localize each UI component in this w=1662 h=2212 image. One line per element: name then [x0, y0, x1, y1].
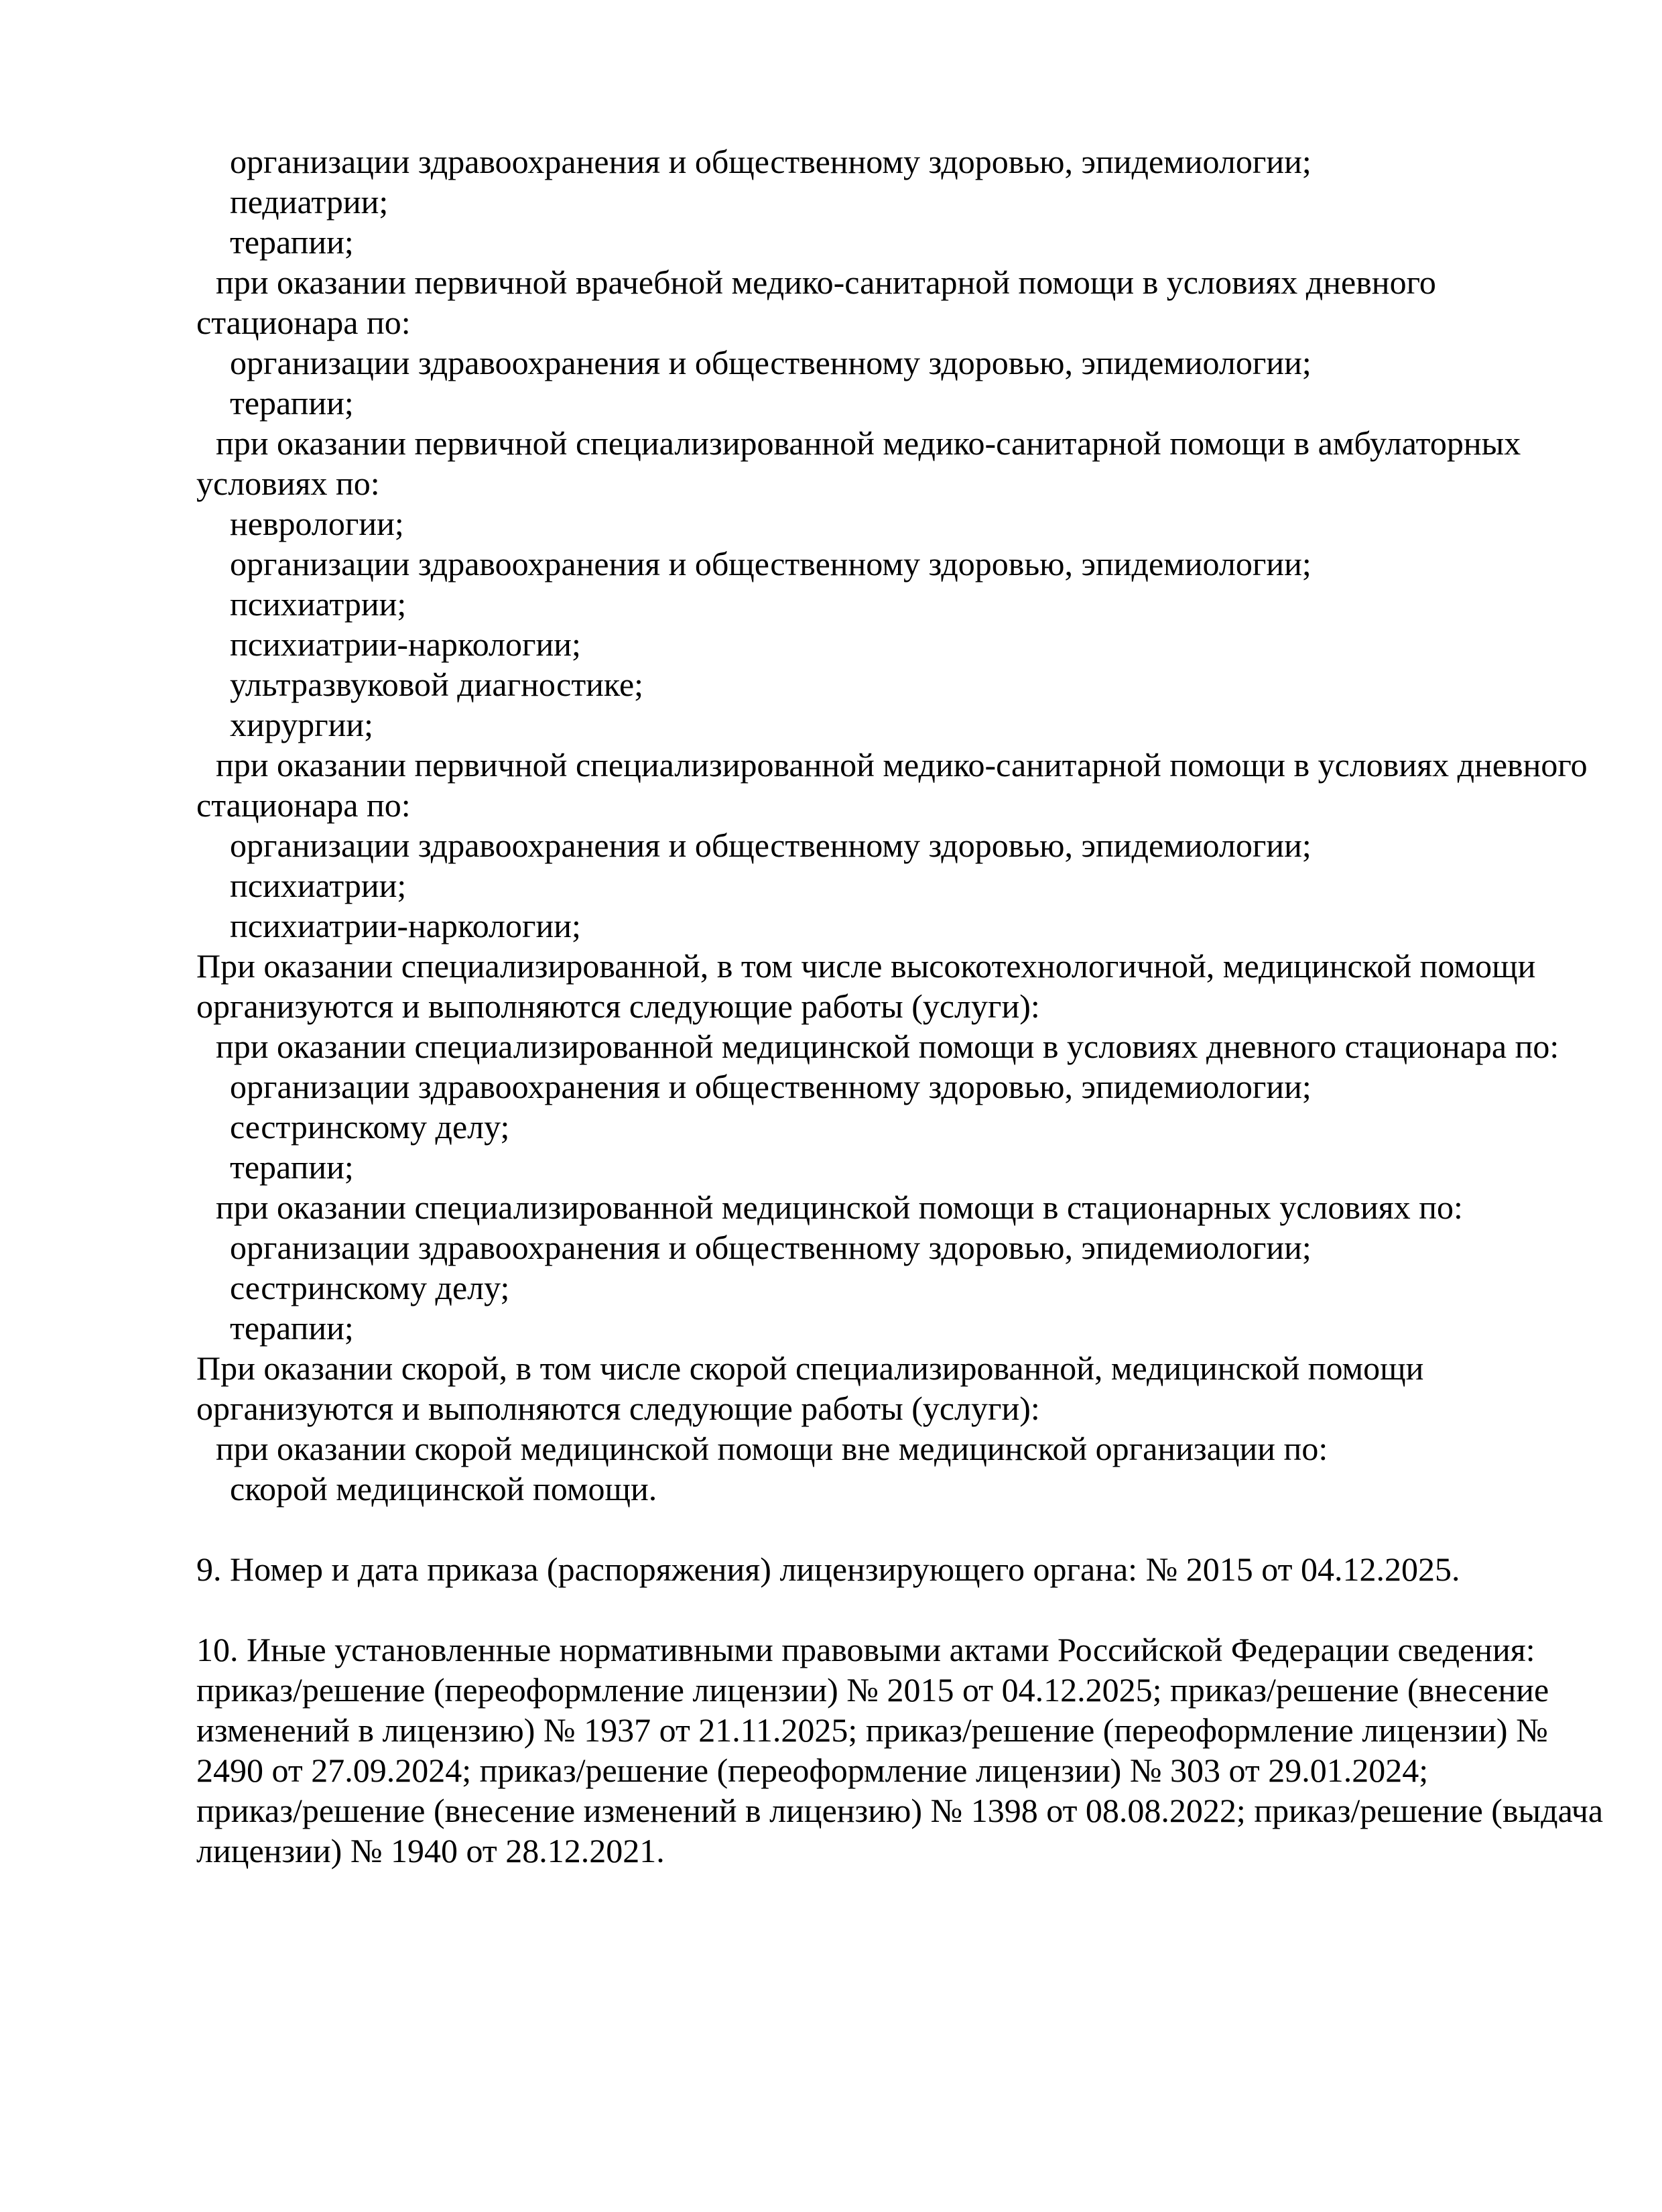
text-line: условиях по: — [196, 465, 380, 502]
text-line: приказ/решение (переоформление лицензии) № 2015 от 04.12.2025; приказ/решение (внесение — [196, 1671, 1549, 1709]
text-line: при оказании скорой медицинской помощи вне медицинской организации по: — [216, 1430, 1328, 1467]
text-line: психиатрии-наркологии; — [230, 907, 581, 944]
text-line: терапии; — [230, 223, 354, 261]
document-text — [196, 141, 1604, 1871]
blank-line — [196, 1509, 1543, 1549]
text-line: сестринскому делу; — [230, 1269, 510, 1306]
text-line: терапии; — [230, 384, 354, 422]
text-line: организации здравоохранения и общественному здоровью, эпидемиологии; — [230, 344, 1312, 381]
text-line: при оказании первичной врачебной медико-санитарной помощи в условиях дневного — [216, 263, 1436, 301]
text-line: при оказании первичной специализированной медико-санитарной помощи в условиях дневного — [216, 746, 1588, 784]
text-line: приказ/решение (внесение изменений в лицензию) № 1398 от 08.08.2022; приказ/решение (выдача — [196, 1792, 1604, 1829]
text-line: стационара по: — [196, 786, 411, 824]
text-line: организуются и выполняются следующие работы (услуги): — [196, 987, 1040, 1025]
text-line: организации здравоохранения и общественному здоровью, эпидемиологии; — [230, 545, 1312, 582]
text-line: организуются и выполняются следующие работы (услуги): — [196, 1390, 1040, 1427]
text-line: организации здравоохранения и общественному здоровью, эпидемиологии; — [230, 143, 1312, 180]
text-line: при оказании специализированной медицинской помощи в условиях дневного стационара по: — [216, 1028, 1559, 1065]
text-line: при оказании специализированной медицинской помощи в стационарных условиях по: — [216, 1188, 1463, 1226]
text-line: 10. Иные установленные нормативными правовыми актами Российской Федерации сведения: — [196, 1631, 1535, 1668]
text-line: психиатрии-наркологии; — [230, 625, 581, 663]
text-line: хирургии; — [230, 706, 374, 743]
text-line: ультразвуковой диагностике; — [230, 666, 644, 703]
text-line: терапии; — [230, 1309, 354, 1347]
text-line: стационара по: — [196, 304, 411, 341]
text-line: 2490 от 27.09.2024; приказ/решение (переоформление лицензии) № 303 от 29.01.2024; — [196, 1752, 1429, 1789]
blank-line — [196, 1589, 1543, 1630]
text-line: при оказании первичной специализированной медико-санитарной помощи в амбулаторных — [216, 424, 1521, 462]
text-line: педиатрии; — [230, 183, 389, 221]
text-line: 9. Номер и дата приказа (распоряжения) лицензирующего органа: № 2015 от 04.12.2025. — [196, 1550, 1460, 1588]
text-line: организации здравоохранения и общественному здоровью, эпидемиологии; — [230, 1068, 1312, 1105]
text-line: лицензии) № 1940 от 28.12.2021. — [196, 1832, 665, 1869]
text-line: неврологии; — [230, 505, 404, 542]
text-line: сестринскому делу; — [230, 1108, 510, 1146]
text-line: терапии; — [230, 1148, 354, 1186]
text-line: изменений в лицензию) № 1937 от 21.11.2025; приказ/решение (переоформление лицензии) № — [196, 1711, 1548, 1749]
text-line: психиатрии; — [230, 867, 407, 904]
text-line: организации здравоохранения и общественному здоровью, эпидемиологии; — [230, 826, 1312, 864]
text-line: При оказании специализированной, в том числе высокотехнологичной, медицинской помощи — [196, 947, 1536, 985]
text-line: скорой медицинской помощи. — [230, 1470, 657, 1508]
text-line: организации здравоохранения и общественному здоровью, эпидемиологии; — [230, 1229, 1312, 1266]
text-line: психиатрии; — [230, 585, 407, 623]
text-line: При оказании скорой, в том числе скорой специализированной, медицинской помощи — [196, 1349, 1424, 1387]
